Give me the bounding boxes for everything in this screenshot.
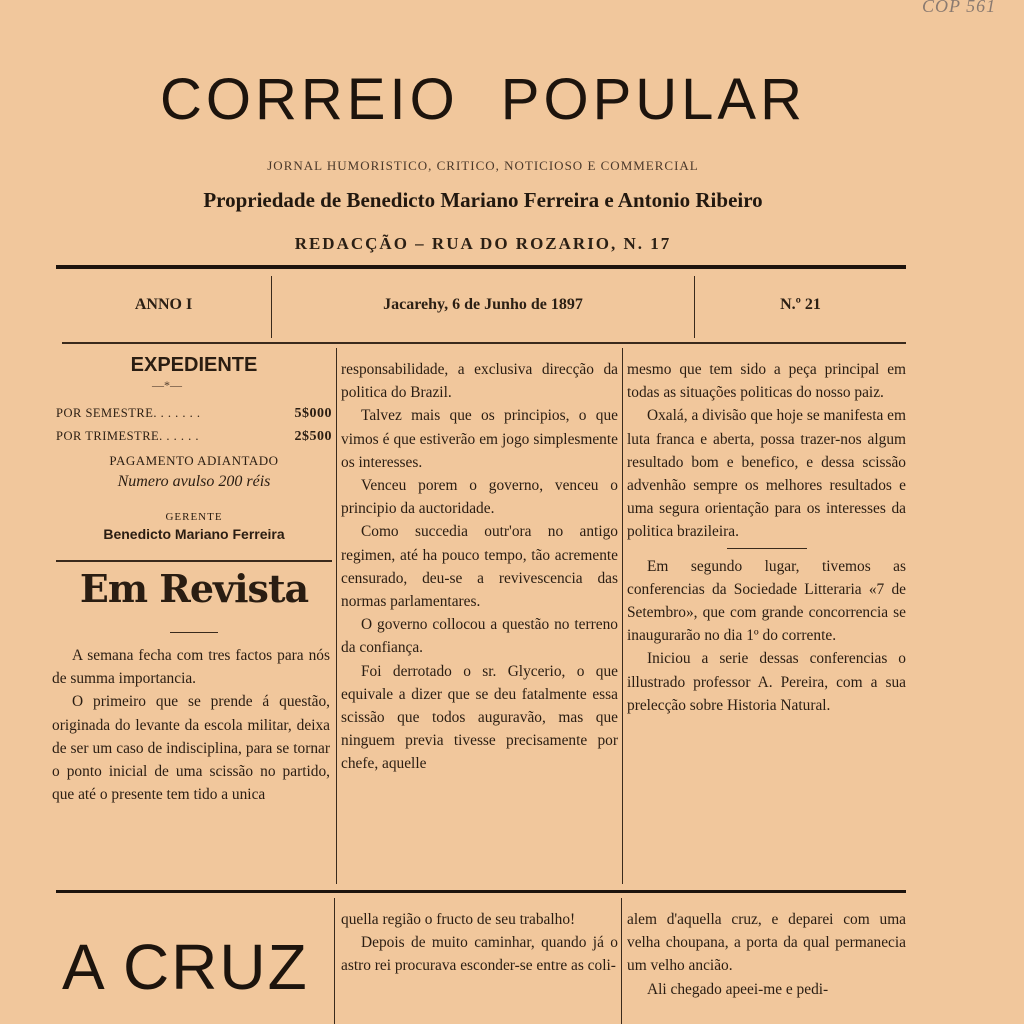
section-rule [727, 548, 807, 549]
archive-reference: COP 561 [922, 0, 997, 16]
article-column-1 [52, 644, 330, 806]
article-title: Em Revista [79, 566, 309, 611]
info-bottom-rule [62, 342, 906, 344]
article-title: A CRUZ [62, 931, 309, 1003]
newspaper-title: CORREIO POPULAR [160, 67, 806, 132]
section-rule-heavy [56, 890, 906, 893]
manager-name: Benedicto Mariano Ferreira [103, 526, 285, 542]
price-value: 2$500 [294, 429, 332, 444]
paragraph: Ali chegado apeei-me e pedi- [647, 980, 829, 998]
issue-number: N.º 21 [780, 296, 821, 313]
ornament: —*— [152, 378, 182, 392]
owners-line: Propriedade de Benedicto Mariano Ferreira e Antonio Ribeiro [203, 188, 763, 212]
column-divider [622, 348, 623, 884]
masthead-rule [56, 265, 906, 269]
paragraph: responsabilidade, a exclusiva direcção da politica do Brazil. [341, 361, 618, 402]
expediente-heading: EXPEDIENTE [130, 354, 258, 376]
paragraph: Talvez mais que os principios, o que vimos é que estiverão em jogo simplesmente os interesses. [341, 407, 618, 471]
paragraph: Em segundo lugar, tivemos as conferencias da Sociedade Litteraria «7 de Setembro», que com grande concorrencia se inaugurarão no dia 1º do corrente. [627, 557, 906, 645]
expediente-rule [56, 560, 332, 562]
column-divider [336, 348, 337, 884]
column-divider [621, 898, 622, 1024]
price-value: 5$000 [294, 406, 332, 421]
paragraph: Venceu porem o governo, venceu o principio da auctoridade. [341, 477, 618, 518]
paragraph: O primeiro que se prende á questão, originada do levante da escola militar, deixa de ser um caso de indisciplina, para se tornar o ponto inicial de uma scissão no partido, que até o presente tem tido a unica [52, 693, 330, 804]
title-rule [170, 632, 218, 633]
issue-year: ANNO I [134, 296, 193, 313]
price-label: POR SEMESTRE. . . . . . . [56, 406, 201, 420]
address-line: REDACÇÃO – RUA DO ROZARIO, N. 17 [294, 234, 672, 253]
article-column-2 [341, 908, 618, 978]
manager-label: GERENTE [165, 511, 223, 523]
paragraph: A semana fecha com tres factos para nós de summa importancia. [52, 647, 330, 688]
price-label: POR TRIMESTRE. . . . . . [56, 429, 200, 443]
paragraph: O governo collocou a questão no terreno da confiança. [341, 616, 618, 657]
paragraph: Depois de muito caminhar, quando já o astro rei procurava esconder-se entre as coli- [341, 934, 618, 975]
article-column-3 [627, 358, 906, 717]
column-divider [334, 898, 335, 1024]
payment-note: PAGAMENTO ADIANTADO [109, 453, 279, 468]
paragraph: Foi derrotado o sr. Glycerio, o que equivale a dizer que se deu fatalmente essa scissão que todos auguravão, mas que ninguem previa tivesse precisamente por chefe, aquelle [341, 662, 618, 773]
paragraph: Iniciou a serie dessas conferencias o illustrado professor A. Pereira, com a sua prelecção sobre Historia Natural. [627, 650, 906, 714]
issue-place-date: Jacarehy, 6 de Junho de 1897 [383, 296, 583, 313]
paragraph: quella região o fructo de seu trabalho! [341, 911, 576, 928]
paragraph: Oxalá, a divisão que hoje se manifesta em luta franca e aberta, possa trazer-nos algum resultado bom e benefico, e dessa scissão advenhão sempre os melhores resultados e uma segura orientação para os interesses da politica brazileira. [627, 407, 906, 541]
paragraph: mesmo que tem sido a peça principal em todas as situações politicas do nosso paiz. [627, 361, 906, 402]
newspaper-subtitle: JORNAL HUMORISTICO, CRITICO, NOTICIOSO E COMMERCIAL [267, 158, 699, 173]
paragraph: Como succedia outr'ora no antigo regimen, até ha pouco tempo, tão acremente censurado, deu-se a revivescencia das normas parlamentares. [341, 523, 618, 611]
paragraph: alem d'aquella cruz, e deparei com uma velha choupana, a porta da qual permanecia um velho ancião. [627, 911, 906, 975]
article-column-2 [341, 358, 618, 776]
article-column-3 [627, 908, 906, 1001]
single-issue-price: Numero avulso 200 réis [117, 473, 271, 490]
